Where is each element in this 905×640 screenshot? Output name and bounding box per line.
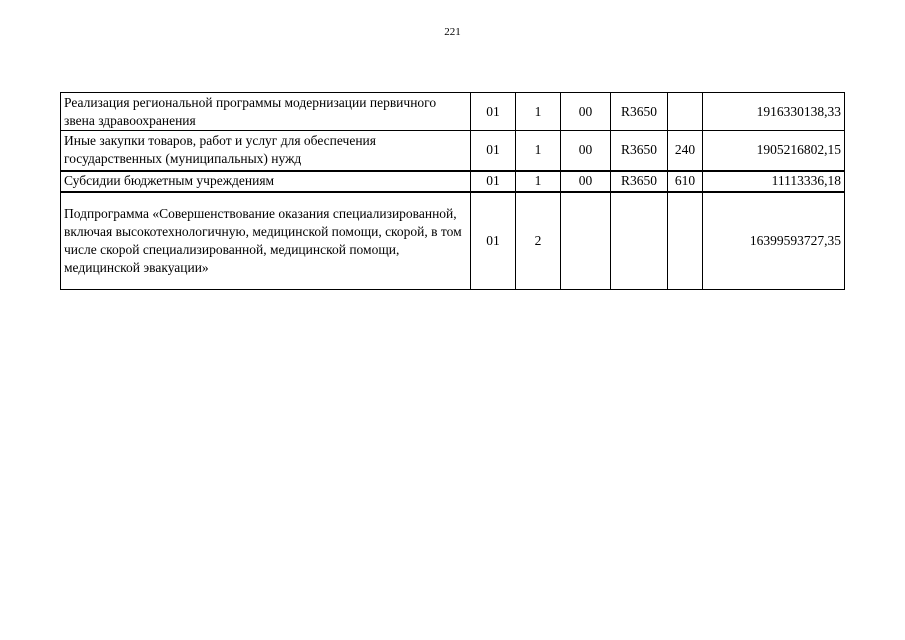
table-row — [61, 131, 845, 171]
event-code-cell: 00 — [561, 171, 611, 192]
event-code-cell: 00 — [561, 131, 611, 171]
expense-type-cell — [668, 192, 703, 290]
expense-type-cell: 240 — [668, 131, 703, 171]
direction-code-cell: R3650 — [611, 93, 668, 131]
row-name-cell: Подпрограмма «Совершенствование оказания специализированной, включая высокотехнологичную, медицинской помощи, скорой, в том числе скорой специализированной, медицинской помощи, медицинской эвакуации» — [61, 192, 471, 290]
event-code-cell: 00 — [561, 93, 611, 131]
sum-cell: 1916330138,33 — [703, 93, 845, 131]
direction-code-cell — [611, 192, 668, 290]
sum-cell: 11113336,18 — [703, 171, 845, 192]
expense-type-cell: 610 — [668, 171, 703, 192]
program-code-cell: 01 — [471, 131, 516, 171]
subprogram-code-cell: 1 — [516, 93, 561, 131]
table-row — [61, 93, 845, 131]
row-name-cell: Субсидии бюджетным учреждениям — [61, 171, 471, 192]
subprogram-code-cell: 2 — [516, 192, 561, 290]
row-name-cell: Реализация региональной программы модернизации первичного звена здравоохранения — [61, 93, 471, 131]
table-row — [61, 192, 845, 290]
row-name-cell: Иные закупки товаров, работ и услуг для обеспечения государственных (муниципальных) нужд — [61, 131, 471, 171]
budget-table — [60, 92, 845, 290]
program-code-cell: 01 — [471, 192, 516, 290]
program-code-cell: 01 — [471, 93, 516, 131]
subprogram-code-cell: 1 — [516, 171, 561, 192]
sum-cell: 16399593727,35 — [703, 192, 845, 290]
event-code-cell — [561, 192, 611, 290]
page-number: 221 — [444, 26, 461, 38]
expense-type-cell — [668, 93, 703, 131]
direction-code-cell: R3650 — [611, 171, 668, 192]
subprogram-code-cell: 1 — [516, 131, 561, 171]
direction-code-cell: R3650 — [611, 131, 668, 171]
sum-cell: 1905216802,15 — [703, 131, 845, 171]
program-code-cell: 01 — [471, 171, 516, 192]
table-row — [61, 171, 845, 192]
